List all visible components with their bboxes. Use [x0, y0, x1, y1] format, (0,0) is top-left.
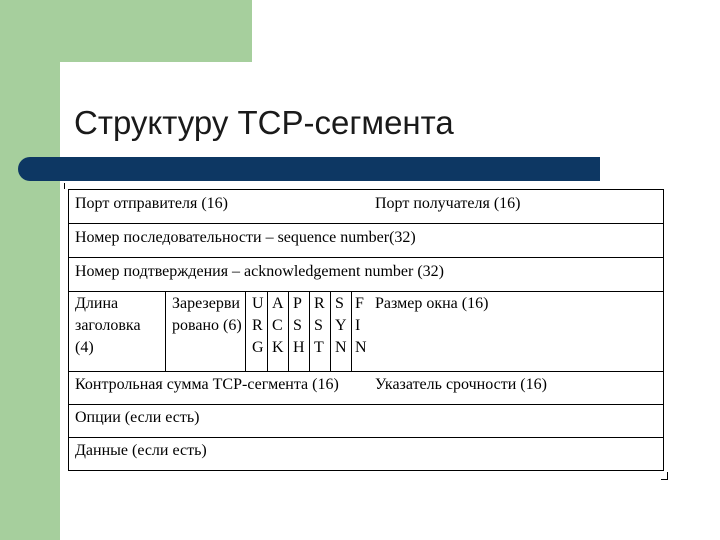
slide-title: Структуру TCP-сегмента [74, 104, 454, 141]
flag-letter: N [335, 339, 347, 356]
header-length-line: Длина [75, 295, 119, 312]
flag-letter: G [252, 339, 264, 356]
source-port-cell: Порт отправителя (16) [75, 195, 228, 212]
options-cell: Опции (если есть) [75, 409, 200, 426]
column-divider [165, 292, 166, 371]
urgent-pointer-cell: Указатель срочности (16) [375, 376, 547, 393]
header-length-line: заголовка [75, 317, 141, 334]
flag-letter: R [314, 295, 325, 312]
table-row [69, 223, 663, 257]
flag-letter: S [293, 317, 302, 334]
flag-letter: I [355, 317, 361, 334]
table-row [69, 257, 663, 291]
table-row [69, 371, 663, 404]
flag-syn-cell [335, 293, 347, 359]
window-size-cell: Размер окна (16) [375, 295, 489, 312]
flag-letter: S [335, 295, 344, 312]
flag-letter: P [293, 295, 302, 312]
sequence-number-cell: Номер последовательности – sequence number(32) [75, 229, 416, 246]
top-green-band [0, 0, 252, 62]
flag-rst-cell [314, 293, 325, 359]
flag-letter: A [272, 295, 284, 312]
checksum-cell: Контрольная сумма TCP-сегмента (16) [75, 376, 339, 393]
column-divider [330, 292, 331, 371]
flag-letter: N [355, 339, 367, 356]
left-green-band [0, 0, 60, 540]
tcp-segment-table [68, 189, 664, 471]
flag-letter: Y [335, 317, 347, 334]
corner-tick [64, 183, 65, 189]
flag-letter: T [314, 339, 324, 356]
data-cell: Данные (если есть) [75, 442, 207, 459]
header-length-line: (4) [75, 339, 94, 356]
reserved-line: Зарезерви [172, 295, 240, 312]
flag-letter: K [272, 339, 284, 356]
flag-psh-cell [293, 293, 305, 359]
column-divider [245, 292, 246, 371]
flag-letter: S [314, 317, 323, 334]
flag-urg-cell [252, 293, 264, 359]
reserved-line: ровано (6) [172, 317, 242, 334]
flag-fin-cell [355, 293, 367, 359]
ack-number-cell: Номер подтверждения – acknowledgement number (32) [75, 263, 444, 280]
flag-letter: H [293, 339, 305, 356]
header-length-cell [75, 293, 141, 359]
column-divider [351, 292, 352, 371]
column-divider [309, 292, 310, 371]
flag-letter: U [252, 295, 264, 312]
destination-port-cell: Порт получателя (16) [375, 195, 521, 212]
table-row [69, 189, 663, 223]
table-bottom-border [69, 470, 663, 471]
flag-ack-cell [272, 293, 284, 359]
flag-letter: C [272, 317, 283, 334]
table-row [69, 404, 663, 437]
flag-letter: F [355, 295, 364, 312]
table-row [69, 437, 663, 470]
reserved-cell [172, 293, 242, 337]
column-divider [288, 292, 289, 371]
title-underline-bar [18, 157, 600, 181]
corner-tick [661, 479, 668, 480]
flag-letter: R [252, 317, 263, 334]
table-row [69, 291, 663, 371]
column-divider [267, 292, 268, 371]
